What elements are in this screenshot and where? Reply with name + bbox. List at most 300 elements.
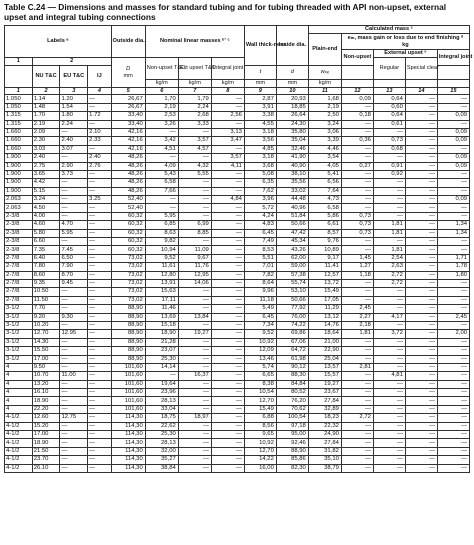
table-cell: 5,49 [244, 305, 276, 313]
table-cell: 9,17 [308, 254, 341, 262]
table-cell: 2-3/8 [5, 212, 33, 220]
table-cell: 3.65 [32, 170, 60, 178]
table-cell: — [405, 154, 437, 162]
column-numbers-row [5, 88, 470, 95]
table-cell: 1.900 [5, 162, 33, 170]
table-cell: — [373, 414, 405, 422]
table-cell: — [405, 263, 437, 271]
table-cell: 13,12 [308, 313, 341, 321]
table-cell: — [373, 439, 405, 447]
table-cell: — [373, 187, 405, 195]
table-cell: 4,51 [145, 145, 178, 153]
table-cell: 4,55 [244, 120, 276, 128]
table-cell: 9,52 [145, 254, 178, 262]
table-row [5, 238, 470, 246]
table-cell: 55,74 [276, 280, 308, 288]
table-cell: — [178, 456, 211, 464]
table-cell: 2.30 [32, 137, 60, 145]
table-cell: — [178, 296, 211, 304]
calculated-mass-header: Calculated mass ᶜ [308, 26, 469, 34]
table-cell: 19,27 [308, 380, 341, 388]
table-cell: — [60, 363, 88, 371]
table-row [5, 112, 470, 120]
table-cell: 3,47 [211, 137, 244, 145]
table-cell: 2.10 [88, 128, 111, 136]
column-number: 1 [5, 88, 33, 95]
table-cell: 2,18 [341, 321, 373, 329]
table-cell: 32,00 [145, 447, 178, 455]
table-cell: 4-1/2 [5, 464, 33, 472]
table-cell: — [178, 389, 211, 397]
table-cell: — [373, 431, 405, 439]
table-cell: 12.95 [60, 330, 88, 338]
table-cell: — [437, 246, 469, 254]
table-cell: — [405, 414, 437, 422]
table-row [5, 187, 470, 195]
table-row [5, 204, 470, 212]
table-cell: 8,85 [178, 229, 211, 237]
table-cell: — [373, 128, 405, 136]
table-cell: 20,93 [276, 95, 308, 103]
table-cell: — [211, 246, 244, 254]
table-cell: 59,00 [276, 263, 308, 271]
table-cell: 4-1/2 [5, 447, 33, 455]
table-cell: 2,68 [178, 112, 211, 120]
table-cell: 64,72 [276, 347, 308, 355]
table-cell: 2,19 [145, 103, 178, 111]
table-cell: — [373, 321, 405, 329]
table-cell: 44,48 [276, 196, 308, 204]
table-cell: 4,84 [211, 196, 244, 204]
table-cell: — [88, 380, 111, 388]
table-cell: 21,28 [145, 338, 178, 346]
table-group [5, 414, 470, 473]
table-cell: 6.40 [32, 254, 60, 262]
tubing-table [4, 25, 473, 473]
table-cell: 7,66 [145, 187, 178, 195]
table-cell: — [405, 204, 437, 212]
table-cell: — [437, 288, 469, 296]
table-cell: — [88, 221, 111, 229]
table-cell: 97,18 [276, 422, 308, 430]
table-cell: 1,80 [437, 271, 469, 279]
table-cell: 23,96 [145, 389, 178, 397]
table-cell: 3,18 [244, 128, 276, 136]
table-cell: — [405, 271, 437, 279]
table-cell: — [341, 120, 373, 128]
table-cell: — [88, 363, 111, 371]
table-cell: — [178, 187, 211, 195]
table-cell: 7.70 [32, 305, 60, 313]
table-cell: 5,72 [244, 204, 276, 212]
table-cell: 3,91 [244, 103, 276, 111]
table-cell: — [373, 447, 405, 455]
table-cell: 5.95 [60, 229, 88, 237]
table-cell: 2-3/8 [5, 246, 33, 254]
table-cell: 16,00 [244, 464, 276, 472]
table-cell: 7.35 [32, 246, 60, 254]
table-cell: 50,66 [276, 296, 308, 304]
table-cell: — [60, 447, 88, 455]
table-row [5, 170, 470, 178]
table-cell: 42,16 [111, 145, 145, 153]
table-cell: — [341, 280, 373, 288]
table-cell: — [88, 439, 111, 447]
table-cell: — [341, 145, 373, 153]
table-cell: — [211, 372, 244, 380]
table-cell: 114,30 [111, 464, 145, 472]
table-cell: 14,22 [244, 456, 276, 464]
table-cell: 2,72 [341, 414, 373, 422]
table-cell: — [211, 431, 244, 439]
table-cell: — [60, 380, 88, 388]
table-cell: 43,26 [276, 246, 308, 254]
table-cell: — [88, 431, 111, 439]
table-cell: 1.900 [5, 187, 33, 195]
table-cell: 1.660 [5, 128, 33, 136]
table-cell: — [341, 422, 373, 430]
table-cell: — [178, 447, 211, 455]
table-row [5, 397, 470, 405]
external-upset-header: External upset ᵉ [373, 50, 437, 58]
table-row [5, 380, 470, 388]
table-cell: — [437, 145, 469, 153]
table-cell: — [88, 305, 111, 313]
table-cell: 101,60 [111, 380, 145, 388]
table-cell: — [341, 431, 373, 439]
mass-gain-loss-header [341, 34, 469, 50]
table-cell: 35,80 [276, 128, 308, 136]
table-cell: — [60, 389, 88, 397]
table-cell: 16,37 [178, 372, 211, 380]
table-cell: — [88, 120, 111, 128]
table-cell: — [405, 330, 437, 338]
table-cell: — [341, 154, 373, 162]
table-cell: — [437, 95, 469, 103]
table-cell: 114,30 [111, 431, 145, 439]
table-cell: — [341, 238, 373, 246]
table-row [5, 271, 470, 279]
table-cell: — [211, 179, 244, 187]
table-cell: 2-7/8 [5, 288, 33, 296]
table-cell: — [405, 238, 437, 246]
table-cell: 52,40 [111, 204, 145, 212]
table-cell: 1,81 [341, 330, 373, 338]
table-cell: 13,72 [308, 280, 341, 288]
table-cell: 17.00 [32, 355, 60, 363]
column-number: 9 [244, 88, 276, 95]
table-cell: 9,82 [145, 238, 178, 246]
table-group [5, 154, 470, 196]
table-cell: 10.20 [32, 321, 60, 329]
table-cell: 4-1/2 [5, 439, 33, 447]
table-cell: — [405, 212, 437, 220]
table-cell: — [341, 246, 373, 254]
table-cell: 22,32 [308, 422, 341, 430]
table-cell: 14,14 [145, 363, 178, 371]
table-cell: 3-1/2 [5, 355, 33, 363]
table-cell: — [405, 355, 437, 363]
table-cell: — [60, 128, 88, 136]
table-cell: 7,64 [308, 187, 341, 195]
table-cell: — [88, 296, 111, 304]
table-cell: 10,92 [244, 439, 276, 447]
table-cell: — [211, 254, 244, 262]
table-row [5, 229, 470, 237]
table-cell: 4.00 [32, 212, 60, 220]
table-cell: — [211, 305, 244, 313]
table-header [5, 26, 473, 95]
table-cell: 0,09 [341, 95, 373, 103]
label-1-header [5, 66, 33, 88]
table-cell: — [405, 179, 437, 187]
table-cell: 4-1/2 [5, 414, 33, 422]
table-cell: 45,34 [276, 238, 308, 246]
table-cell: — [178, 464, 211, 472]
table-cell: — [341, 179, 373, 187]
table-cell: — [405, 305, 437, 313]
table-row [5, 330, 470, 338]
table-cell: 2.063 [5, 196, 33, 204]
table-cell: 21.50 [32, 447, 60, 455]
table-cell: — [88, 447, 111, 455]
table-cell: 38,10 [276, 170, 308, 178]
table-cell: 1.70 [32, 112, 60, 120]
table-cell: — [88, 464, 111, 472]
table-cell: 1.315 [5, 120, 33, 128]
table-cell: 18,97 [178, 414, 211, 422]
table-row [5, 179, 470, 187]
table-cell: 13,91 [145, 280, 178, 288]
table-cell: 3,57 [211, 154, 244, 162]
table-row [5, 305, 470, 313]
table-cell: — [341, 389, 373, 397]
table-cell: 23.70 [32, 456, 60, 464]
table-cell: 3-1/2 [5, 347, 33, 355]
table-group [5, 95, 470, 112]
table-cell: 4 [5, 363, 33, 371]
table-cell: 25,30 [145, 355, 178, 363]
table-cell: 6,88 [244, 414, 276, 422]
table-row [5, 103, 470, 111]
table-cell: 13.20 [32, 380, 60, 388]
table-cell: — [211, 95, 244, 103]
table-cell: 1,70 [145, 95, 178, 103]
table-cell: 15,49 [308, 288, 341, 296]
table-row [5, 447, 470, 455]
table-cell: — [437, 187, 469, 195]
nm-integral-header: Integral joint [211, 58, 244, 80]
table-group [5, 254, 470, 304]
table-row [5, 120, 470, 128]
table-cell: 2,81 [341, 363, 373, 371]
table-cell: 42,16 [111, 137, 145, 145]
table-cell: 9,96 [244, 288, 276, 296]
table-cell: 4,81 [373, 372, 405, 380]
table-cell: 1.54 [60, 103, 88, 111]
table-cell: 19,64 [145, 380, 178, 388]
table-cell: — [178, 212, 211, 220]
table-cell: — [437, 170, 469, 178]
table-cell: 7.90 [60, 263, 88, 271]
table-cell: — [60, 238, 88, 246]
table-cell: 73,02 [111, 254, 145, 262]
table-cell: 4,73 [308, 196, 341, 204]
table-cell: 11.00 [60, 372, 88, 380]
table-cell: — [211, 321, 244, 329]
table-cell: 2.24 [60, 120, 88, 128]
table-cell: — [341, 447, 373, 455]
table-cell: — [341, 347, 373, 355]
table-cell: 2-3/8 [5, 229, 33, 237]
table-cell: — [88, 372, 111, 380]
table-cell: — [211, 330, 244, 338]
table-cell: — [373, 363, 405, 371]
table-cell: 32,46 [276, 145, 308, 153]
table-cell: — [405, 187, 437, 195]
table-cell: — [178, 338, 211, 346]
col-2-header: 2 [32, 58, 111, 66]
table-cell: 88,90 [111, 347, 145, 355]
column-number: 11 [308, 88, 341, 95]
table-cell: 62,00 [276, 254, 308, 262]
table-cell: 0,73 [341, 221, 373, 229]
table-cell: 88,30 [276, 372, 308, 380]
table-cell: 0,61 [373, 120, 405, 128]
table-cell: 70,62 [276, 405, 308, 413]
table-cell: — [405, 288, 437, 296]
table-cell: 12.75 [60, 414, 88, 422]
nm-non-upset-unit: kg/m [145, 80, 178, 88]
table-cell: — [373, 296, 405, 304]
table-cell: 8,38 [244, 380, 276, 388]
table-cell: 2-7/8 [5, 254, 33, 262]
table-cell: — [405, 221, 437, 229]
table-cell: 0,68 [373, 145, 405, 153]
table-cell: 9,67 [178, 254, 211, 262]
integral-kg-header [437, 66, 469, 80]
table-cell: 73,02 [111, 263, 145, 271]
table-cell: 3,42 [145, 137, 178, 145]
table-cell: — [211, 280, 244, 288]
table-cell: — [211, 338, 244, 346]
outside-dia-header: Outside dia. [111, 26, 145, 58]
table-cell: 4 [5, 389, 33, 397]
table-cell: — [341, 456, 373, 464]
table-cell: 18,64 [308, 330, 341, 338]
table-cell: 23,07 [145, 347, 178, 355]
table-cell: — [437, 103, 469, 111]
table-cell: — [373, 204, 405, 212]
table-cell: 4,09 [145, 162, 178, 170]
table-cell: 22.20 [32, 405, 60, 413]
table-cell: — [88, 212, 111, 220]
table-cell: — [211, 389, 244, 397]
table-cell: 100,54 [276, 414, 308, 422]
table-cell: 9.50 [32, 363, 60, 371]
table-cell: — [211, 355, 244, 363]
table-cell: — [211, 103, 244, 111]
table-cell: 0,18 [341, 112, 373, 120]
d-inside-symbol: d [276, 66, 308, 80]
eu-tc-header: EU T&C [60, 66, 88, 88]
table-cell: 0,09 [437, 154, 469, 162]
d-unit: mm [123, 72, 133, 79]
table-cell: 15.50 [32, 347, 60, 355]
table-cell: — [211, 263, 244, 271]
non-upset-header: Non-upset [341, 50, 373, 66]
column-number: 14 [405, 88, 437, 95]
table-cell: — [341, 128, 373, 136]
table-cell: 4,46 [308, 145, 341, 153]
table-cell: — [88, 414, 111, 422]
table-cell: 92,46 [276, 439, 308, 447]
table-cell: — [405, 447, 437, 455]
table-cell: — [178, 305, 211, 313]
table-cell: — [88, 263, 111, 271]
table-cell: 12,70 [244, 447, 276, 455]
table-cell: 2.063 [5, 204, 33, 212]
nm-ext-upset-unit: kg/m [178, 80, 211, 88]
table-cell: — [405, 246, 437, 254]
table-cell: 32,89 [308, 405, 341, 413]
table-cell: — [341, 338, 373, 346]
table-cell: 4,85 [244, 145, 276, 153]
table-cell: 0,73 [373, 137, 405, 145]
table-cell: 4 [5, 372, 33, 380]
table-cell: — [373, 464, 405, 472]
table-cell: 2-7/8 [5, 271, 33, 279]
table-cell: 11,46 [145, 305, 178, 313]
table-cell: — [211, 422, 244, 430]
table-cell: — [88, 187, 111, 195]
table-cell: — [88, 456, 111, 464]
table-cell: 1.72 [88, 112, 111, 120]
mass-gain-loss-unit: kg [402, 41, 409, 48]
table-cell: — [341, 103, 373, 111]
table-cell: 26,67 [111, 103, 145, 111]
table-cell: 3,33 [178, 120, 211, 128]
table-cell: 1,34 [437, 229, 469, 237]
table-cell: 1.20 [60, 95, 88, 103]
table-cell: — [178, 405, 211, 413]
table-cell: 12,70 [244, 397, 276, 405]
table-cell: — [405, 431, 437, 439]
table-cell: 88,90 [111, 355, 145, 363]
table-cell: 4,24 [244, 212, 276, 220]
table-cell: 9,76 [308, 238, 341, 246]
table-cell: — [88, 95, 111, 103]
table-cell: — [211, 145, 244, 153]
table-cell: 2.40 [32, 154, 60, 162]
table-cell: — [211, 464, 244, 472]
table-cell: 6,45 [244, 313, 276, 321]
table-cell: 9.45 [60, 280, 88, 288]
table-cell: — [60, 347, 88, 355]
table-cell: 8,63 [145, 229, 178, 237]
table-cell: 4 [5, 380, 33, 388]
table-cell: 0,27 [341, 162, 373, 170]
table-cell: — [405, 103, 437, 111]
table-cell: 69,86 [276, 330, 308, 338]
table-cell: — [88, 254, 111, 262]
table-cell: — [60, 405, 88, 413]
table-cell: 4,32 [178, 162, 211, 170]
table-cell: 0,36 [341, 137, 373, 145]
table-cell: — [405, 137, 437, 145]
table-cell: — [373, 154, 405, 162]
nm-ext-upset-header: Ext upset T&C [178, 58, 211, 80]
